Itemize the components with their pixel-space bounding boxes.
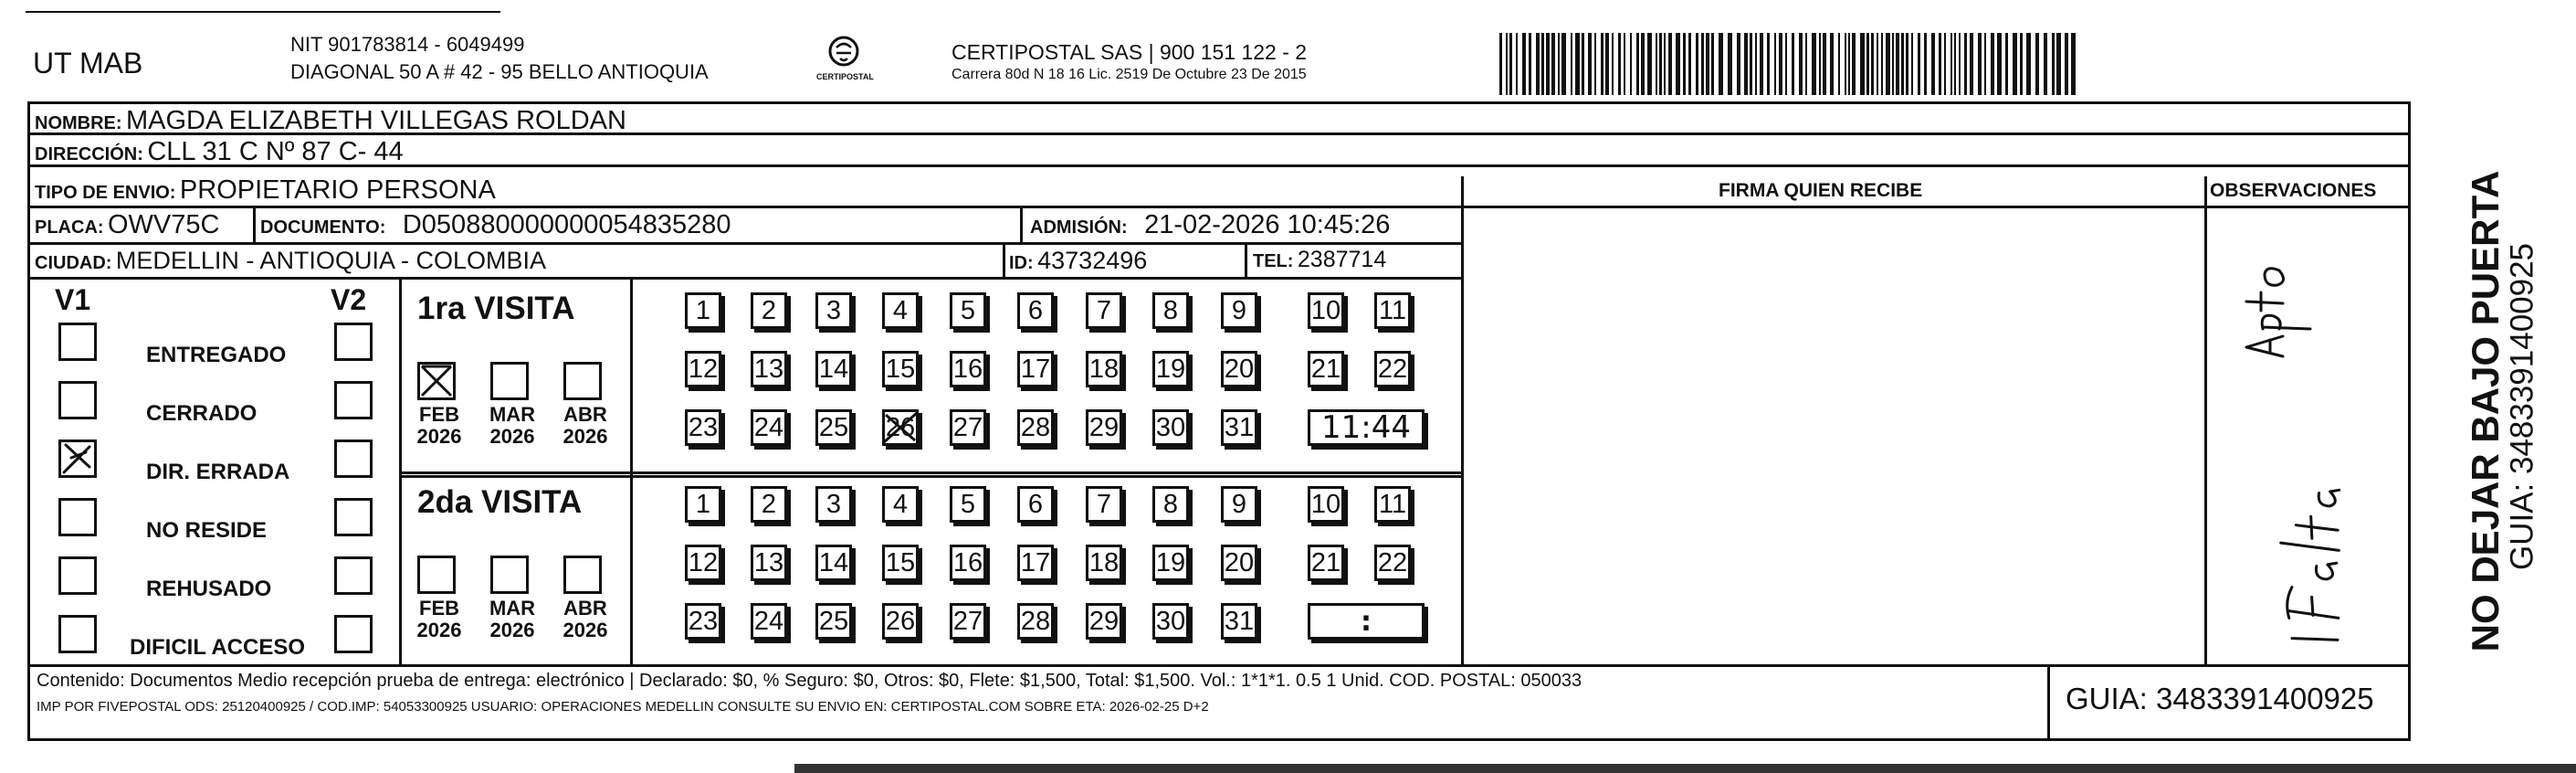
day-cell[interactable]: 12 (685, 545, 721, 581)
month-label: FEB 2026 (416, 403, 462, 449)
v2-checkbox[interactable] (334, 323, 373, 361)
day-cell[interactable]: 16 (950, 351, 986, 387)
company-name: UT MAB (33, 47, 143, 79)
day-cell[interactable]: 14 (815, 351, 852, 387)
certipostal-line2: Carrera 80d N 18 16 Lic. 2519 De Octubre 23 De 2015 (952, 67, 1307, 82)
direccion-row: DIRECCIÓN: CLL 31 C Nº 87 C- 44 (35, 137, 404, 166)
v1-checkbox[interactable] (58, 381, 97, 419)
col-divider (1003, 242, 1005, 279)
day-cell[interactable]: 7 (1086, 486, 1122, 523)
status-label: REHUSADO (146, 577, 272, 601)
day-cell[interactable]: 5 (950, 292, 986, 329)
footer-divider (27, 664, 2411, 667)
day-cell[interactable]: 20 (1221, 351, 1257, 387)
day-cell[interactable]: 16 (950, 545, 986, 581)
day-cell[interactable]: 8 (1152, 486, 1189, 523)
day-cell[interactable]: 19 (1152, 351, 1189, 387)
month-label: MAR 2026 (489, 403, 536, 449)
day-cell[interactable]: 18 (1086, 545, 1122, 581)
v1-label: V1 (55, 283, 91, 316)
day-cell[interactable]: 4 (882, 292, 919, 329)
documento-field: DOCUMENTO: D050880000000054835280 (260, 210, 731, 239)
row-divider (27, 206, 1463, 208)
day-cell[interactable]: 1 (685, 292, 721, 329)
month-checkbox[interactable] (563, 556, 602, 594)
visit-divider (399, 471, 1463, 474)
day-cell[interactable]: 27 (950, 409, 986, 446)
visit-time-box[interactable]: : (1308, 603, 1425, 640)
row-divider (27, 242, 1463, 245)
day-cell[interactable]: 4 (882, 486, 919, 523)
footer-content-line: Contenido: Documentos Medio recepción prueba de entrega: electrónico | Declarado: $0, % Seguro: $0, Otros: $0, Flete: $1,500, Total: $1,500. Vol.: 1*1*1. 0.5 1 Unid. COD. POSTAL: 050033 (37, 671, 1582, 691)
firma-heading: FIRMA QUIEN RECIBE (1719, 180, 1923, 201)
side-no-dejar: NO DEJAR BAJO PUERTA (2464, 170, 2507, 652)
day-cell[interactable]: 11 (1374, 292, 1411, 329)
footer-guia: GUIA: 3483391400925 (2066, 682, 2374, 715)
month-label: ABR 2026 (563, 597, 608, 642)
v2-checkbox[interactable] (334, 498, 373, 536)
day-cell[interactable]: 24 (751, 409, 787, 446)
day-cell[interactable]: 10 (1308, 292, 1344, 329)
v2-checkbox[interactable] (334, 556, 373, 595)
day-cell[interactable]: 10 (1308, 486, 1344, 523)
day-cell[interactable]: 18 (1086, 351, 1122, 387)
day-cell[interactable]: 27 (950, 603, 986, 640)
day-cell[interactable]: 23 (685, 603, 721, 640)
day-cell[interactable]: 28 (1017, 603, 1054, 640)
month-label: ABR 2026 (563, 403, 608, 449)
visit-divider (399, 475, 1463, 478)
day-cell[interactable]: 12 (685, 351, 721, 387)
day-cell[interactable]: 22 (1374, 351, 1411, 387)
observaciones-handwriting (2228, 238, 2374, 658)
day-cell[interactable]: 30 (1152, 603, 1189, 640)
col-divider (1461, 176, 1464, 666)
col-divider (1020, 206, 1023, 242)
visit-title: 2da VISITA (417, 484, 583, 520)
status-label: CERRADO (146, 401, 258, 426)
ciudad-field: CIUDAD: MEDELLIN - ANTIOQUIA - COLOMBIA (35, 247, 546, 274)
day-cell[interactable]: 9 (1221, 486, 1257, 523)
month-checkbox[interactable] (490, 556, 529, 594)
day-cell[interactable]: 31 (1221, 603, 1257, 640)
day-cell[interactable]: 17 (1017, 545, 1054, 581)
visit-time-box[interactable]: 11:44 (1308, 409, 1425, 446)
col-divider (630, 277, 633, 664)
v1-checkbox[interactable] (58, 498, 97, 536)
side-guia: GUIA: 3483391400925 (2504, 242, 2540, 571)
status-label: DIFICIL ACCESO (130, 635, 306, 660)
v1-checkbox[interactable] (58, 323, 97, 361)
day-cell[interactable]: 11 (1374, 486, 1411, 523)
day-cell[interactable]: 3 (815, 292, 852, 329)
tel-field: TEL: 2387714 (1253, 247, 1387, 272)
day-cell[interactable]: 8 (1152, 292, 1189, 329)
v2-checkbox[interactable] (334, 381, 373, 419)
footer-imp-line: IMP POR FIVEPOSTAL ODS: 25120400925 / COD.IMP: 54053300925 USUARIO: OPERACIONES MEDELLIN CONSULTE SU ENVIO EN: CERTIPOSTAL.COM SOBRE ETA: 2026-02-25 D+2 (37, 699, 1209, 715)
row-divider (27, 277, 1463, 280)
v1-checkbox[interactable] (58, 556, 97, 595)
day-cell[interactable]: 3 (815, 486, 852, 523)
col-divider (399, 277, 402, 664)
col-divider (2204, 176, 2207, 666)
v2-label: V2 (331, 283, 367, 316)
day-cell[interactable]: 29 (1086, 603, 1122, 640)
placa-field: PLACA: OWV75C (35, 210, 220, 239)
month-checkbox[interactable] (417, 556, 456, 594)
day-cell[interactable]: 5 (950, 486, 986, 523)
visit-title: 1ra VISITA (417, 291, 575, 326)
day-cell[interactable]: 26 (882, 603, 919, 640)
day-cell[interactable]: 25 (815, 409, 852, 446)
month-checkbox[interactable] (563, 362, 602, 400)
month-checkbox[interactable] (417, 362, 456, 400)
day-cell[interactable]: 17 (1017, 351, 1054, 387)
v2-checkbox[interactable] (334, 615, 373, 653)
company-address: DIAGONAL 50 A # 42 - 95 BELLO ANTIOQUIA (290, 60, 709, 83)
nit-text: NIT 901783814 - 6049499 (290, 33, 525, 56)
day-cell[interactable]: 13 (751, 351, 787, 387)
day-cell[interactable]: 9 (1221, 292, 1257, 329)
month-checkbox[interactable] (490, 362, 529, 400)
col-divider (2047, 664, 2050, 741)
admision-field: ADMISIÓN: 21-02-2026 10:45:26 (1030, 210, 1391, 239)
day-cell[interactable]: 26 (882, 409, 919, 446)
day-cell[interactable]: 25 (815, 603, 852, 640)
day-cell[interactable]: 14 (815, 545, 852, 581)
tipo-envio-row: TIPO DE ENVIO: PROPIETARIO PERSONA (35, 175, 496, 205)
certipostal-line1: CERTIPOSTAL SAS | 900 151 122 - 2 (952, 40, 1308, 64)
day-cell[interactable]: 2 (751, 292, 787, 329)
day-cell[interactable]: 13 (751, 545, 787, 581)
col-divider (1245, 242, 1247, 279)
day-cell[interactable]: 15 (882, 351, 919, 387)
v1-checkbox[interactable] (58, 615, 97, 653)
day-cell[interactable]: 29 (1086, 409, 1122, 446)
day-cell[interactable]: 22 (1374, 545, 1411, 581)
v2-checkbox[interactable] (334, 439, 373, 478)
day-cell[interactable]: 31 (1221, 409, 1257, 446)
day-cell[interactable]: 21 (1308, 351, 1344, 387)
day-cell[interactable]: 7 (1086, 292, 1122, 329)
day-cell[interactable]: 1 (685, 486, 721, 523)
observaciones-heading: OBSERVACIONES (2210, 180, 2377, 201)
day-cell[interactable]: 19 (1152, 545, 1189, 581)
status-label: DIR. ERRADA (146, 460, 290, 484)
day-cell[interactable]: 28 (1017, 409, 1054, 446)
status-label: ENTREGADO (146, 343, 287, 367)
certipostal-logo (816, 33, 874, 88)
day-cell[interactable]: 6 (1017, 486, 1054, 523)
day-cell[interactable]: 6 (1017, 292, 1054, 329)
scan-edge (794, 764, 2576, 773)
barcode (1499, 33, 2084, 97)
day-cell[interactable]: 23 (685, 409, 721, 446)
nombre-row: NOMBRE: MAGDA ELIZABETH VILLEGAS ROLDAN (35, 106, 626, 135)
top-rule (26, 11, 500, 13)
month-label: FEB 2026 (416, 597, 462, 642)
id-field: ID: 43732496 (1009, 247, 1148, 274)
logo-text: CERTIPOSTAL (816, 72, 874, 81)
col-divider (253, 206, 256, 242)
day-cell[interactable]: 21 (1308, 545, 1344, 581)
day-cell[interactable]: 2 (751, 486, 787, 523)
day-cell[interactable]: 24 (751, 603, 787, 640)
row-divider (1461, 206, 2411, 208)
day-cell[interactable]: 20 (1221, 545, 1257, 581)
v1-checkbox[interactable] (58, 439, 97, 478)
month-label: MAR 2026 (489, 597, 536, 642)
day-cell[interactable]: 15 (882, 545, 919, 581)
status-label: NO RESIDE (146, 518, 268, 543)
day-cell[interactable]: 30 (1152, 409, 1189, 446)
